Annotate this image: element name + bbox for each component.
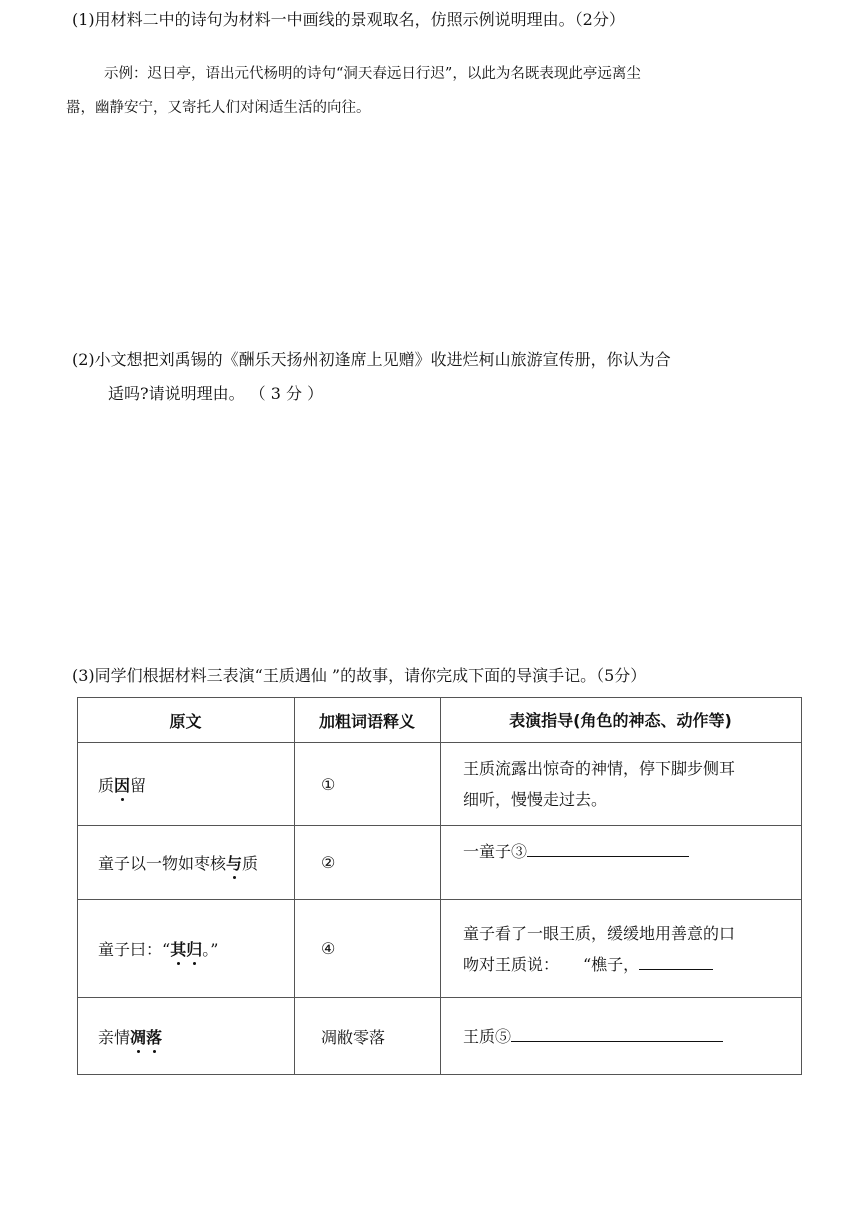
original-text-cell	[78, 900, 295, 998]
original-text-cell	[78, 826, 295, 900]
bold-dotted-word: 落	[146, 1027, 163, 1047]
bold-dotted-word: 归	[186, 940, 203, 959]
table-row	[78, 743, 802, 826]
header-bold-word-meaning: 加粗词语释义	[295, 698, 441, 743]
original-text: 童子曰：“	[98, 940, 171, 959]
original-text-cell	[78, 743, 295, 826]
original-text: 留	[130, 775, 147, 795]
performance-guide-cell	[441, 743, 802, 826]
question-1-example-line-2: 嚣，幽静安宁，又寄托人们对闲适生活的向往。	[66, 100, 371, 116]
question-2-line-1: (2)小文想把刘禹锡的《酬乐天扬州初逢席上见赠》收进烂柯山旅游宣传册，你认为合	[72, 350, 671, 369]
table-row	[78, 900, 802, 998]
answer-blank[interactable]	[511, 1023, 723, 1042]
guide-text: 童子看了一眼王质，缓缓地用善意的口	[463, 923, 736, 943]
guide-text: 细听，慢慢走过去。	[463, 790, 608, 809]
original-text: 。”	[202, 940, 219, 959]
performance-guide-cell[interactable]	[441, 900, 802, 998]
original-text: 亲情	[98, 1027, 131, 1047]
bold-dotted-word: 凋	[130, 1027, 147, 1047]
original-text: 童子以一物如枣核	[98, 854, 227, 873]
question-1-example-line-1: 示例：迟日亭，语出元代杨明的诗句“洞天春远日行迟”，以此为名既表现此亭远离尘	[104, 66, 641, 82]
question-2-line-2: 适吗?请说明理由。 （ 3 分 ）	[108, 384, 324, 403]
original-text: 质	[242, 854, 259, 873]
performance-guide-cell[interactable]	[441, 998, 802, 1075]
question-3: (3)同学们根据材料三表演“王质遇仙 ”的故事，请你完成下面的导演手记。（5分）	[72, 666, 647, 685]
performance-guide-cell[interactable]	[441, 826, 802, 900]
header-original-text: 原文	[78, 698, 295, 743]
answer-blank[interactable]	[639, 951, 713, 970]
meaning-answer-cell[interactable]: ②	[295, 826, 441, 900]
bold-dotted-word: 与	[226, 854, 243, 873]
guide-text: 王质流露出惊奇的神情，停下脚步侧耳	[463, 759, 736, 778]
original-text: 质	[98, 775, 115, 795]
header-performance-guide: 表演指导(角色的神态、动作等)	[441, 698, 802, 743]
table-header-row	[78, 698, 802, 743]
meaning-answer-cell[interactable]: ①	[295, 743, 441, 826]
meaning-answer-cell[interactable]: ④	[295, 900, 441, 998]
guide-text: 一童子③	[463, 842, 528, 861]
answer-blank[interactable]	[527, 838, 689, 857]
original-text-cell	[78, 998, 295, 1075]
guide-text: 王质⑤	[463, 1026, 512, 1046]
bold-dotted-word: 其	[170, 940, 187, 959]
table-row	[78, 998, 802, 1075]
guide-text: 吻对王质说： “樵子，	[463, 954, 640, 974]
meaning-cell: 凋敝零落	[295, 998, 441, 1075]
question-1: (1)用材料二中的诗句为材料一中画线的景观取名，仿照示例说明理由。（2分）	[72, 10, 625, 29]
bold-dotted-word: 因	[114, 775, 131, 795]
table-row	[78, 826, 802, 900]
director-notes-table	[77, 697, 802, 1075]
